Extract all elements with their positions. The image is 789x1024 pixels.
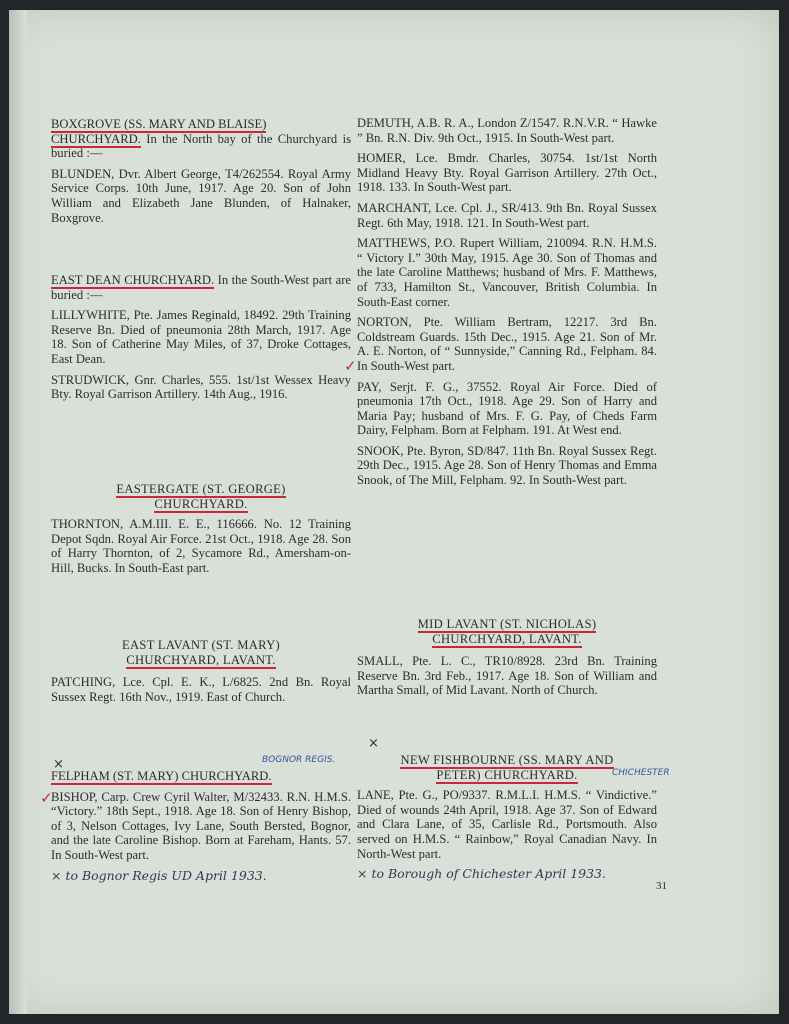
mid-lavant-heading bbox=[357, 617, 657, 646]
entry-norton: NORTON, Pte. William Bertram, 12217. 3rd Bn. Coldstream Guards. 15th Dec., 1915. Age 21. Son of Mr. A. E. Norton, of “ Sunnyside,” Canning Rd., Felpham. 84. In South-West part. bbox=[357, 315, 657, 373]
new-fishbourne-heading-line1: NEW FISHBOURNE (SS. MARY AND bbox=[400, 753, 614, 767]
new-fishbourne-heading-line2: PETER) CHURCHYARD. bbox=[436, 767, 578, 782]
eastergate-heading bbox=[51, 482, 351, 511]
eastergate-heading-line1: EASTERGATE (ST. GEORGE) bbox=[116, 482, 286, 496]
entry-patching: PATCHING, Lce. Cpl. E. K., L/6825. 2nd Bn. Royal Sussex Regt. 16th Nov., 1919. East of Church. bbox=[51, 675, 351, 704]
boxgrove-heading-rest: In the North bay of the Churchyard is buried :— bbox=[51, 131, 351, 161]
section-boxgrove bbox=[51, 117, 351, 225]
felpham-cross-mark: × bbox=[53, 757, 64, 772]
east-dean-heading bbox=[51, 273, 351, 302]
mid-lavant-heading-line1: MID LAVANT (ST. NICHOLAS) bbox=[417, 617, 597, 631]
felpham-annotation: BOGNOR REGIS. bbox=[262, 755, 336, 765]
page-number: 31 bbox=[656, 880, 667, 892]
entry-homer: HOMER, Lce. Bmdr. Charles, 30754. 1st/1st North Midland Heavy Bty. Royal Garrison Artillery. 27th Oct., 1918. 133. In South-West part. bbox=[357, 151, 657, 195]
section-east-lavant bbox=[51, 638, 351, 704]
entry-lane: LANE, Pte. G., PO/9337. R.M.L.I. H.M.S. “ Vindictive.” Died of wounds 24th April, 1918. Age 37. Son of Edward and Clara Lane, of 35, Carlisle Rd., Portsmouth. Also served on H.M.S. “ Rainbow,” Royal Canadian Navy. In North-West part. bbox=[357, 788, 657, 861]
entry-matthews: MATTHEWS, P.O. Rupert William, 210094. R.N. H.M.S. “ Victory I.” 30th May, 1915. Age 30. Son of Thomas and the late Caroline Matthews; husband of Mrs. F. Matthews, of 733, Hamilton St., Vancouver, British Columbia. In South-East corner. bbox=[357, 236, 657, 309]
felpham-heading bbox=[51, 769, 351, 784]
new-fishbourne-annotation: CHICHESTER bbox=[612, 768, 670, 778]
page-binding bbox=[9, 10, 27, 1014]
felpham-heading-title: FELPHAM (ST. MARY) CHURCHYARD. bbox=[51, 769, 272, 783]
eastergate-heading-line2: CHURCHYARD. bbox=[154, 496, 248, 511]
entry-demuth: DEMUTH, A.B. R. A., London Z/1547. R.N.V.R. “ Hawke ” Bn. R.N. Div. 9th Oct., 1915. In South-West part. bbox=[357, 116, 657, 145]
section-mid-lavant bbox=[357, 617, 657, 698]
mid-lavant-heading-line2: CHURCHYARD, LAVANT. bbox=[432, 631, 582, 646]
boxgrove-heading-line1: BOXGROVE (SS. MARY AND BLAISE) bbox=[51, 117, 267, 131]
east-lavant-heading bbox=[51, 638, 351, 667]
east-dean-heading-title: EAST DEAN CHURCHYARD. bbox=[51, 273, 215, 287]
entry-snook: SNOOK, Pte. Byron, SD/847. 11th Bn. Royal Sussex Regt. 29th Dec., 1915. Age 28. Son of Henry Thomas and Emma Snook, of The Mill, Felpham. 92. In South-West part. bbox=[357, 443, 657, 488]
bishop-red-tick: ✓ bbox=[40, 789, 53, 807]
felpham-handwritten-note: × to Bognor Regis UD April 1933. bbox=[51, 867, 267, 883]
norton-red-tick: ✓ bbox=[344, 357, 357, 375]
east-lavant-heading-line1: EAST LAVANT (ST. MARY) bbox=[122, 638, 280, 652]
boxgrove-heading bbox=[51, 117, 351, 161]
entry-thornton: THORNTON, A.M.III. E. E., 116666. No. 12 Training Depot Sqdn. Royal Air Force. 21st Oct., 1918. Age 28. Son of Harry Thornton, of 2, Sycamore Rd., Amersham-on-Hill, Bucks. In South-East part. bbox=[51, 517, 351, 575]
entry-marchant: MARCHANT, Lce. Cpl. J., SR/413. 9th Bn. Royal Sussex Regt. 6th May, 1918. 121. In South-West part. bbox=[357, 200, 657, 230]
entry-lillywhite: LILLYWHITE, Pte. James Reginald, 18492. 29th Training Reserve Bn. Died of pneumonia 28th March, 1917. Age 18. Son of Catherine May Miles, of 37, Droke Cottages, East Dean. bbox=[51, 308, 351, 366]
new-fishbourne-cross-mark: × bbox=[368, 736, 379, 751]
entry-strudwick: STRUDWICK, Gnr. Charles, 555. 1st/1st Wessex Heavy Bty. Royal Garrison Artillery. 14th Aug., 1916. bbox=[51, 372, 351, 402]
entry-small: SMALL, Pte. L. C., TR10/8928. 23rd Bn. Training Reserve Bn. 3rd Feb., 1917. Age 18. Son of William and Martha Small, of Mid Lavant. North of Church. bbox=[357, 654, 657, 698]
entry-bishop: BISHOP, Carp. Crew Cyril Walter, M/32433. R.N. H.M.S. “Victory.” 18th Sept., 1918. Age 18. Son of Henry Bishop, of 3, Nelson Cottages, Ivy Lane, South Bersted, Bognor, and the late Caroline Bishop. Born at Fareham, Hants. 57. In South-West part. bbox=[51, 789, 351, 862]
boxgrove-heading-line2: CHURCHYARD. bbox=[51, 131, 141, 146]
new-fishbourne-handwritten-note: × to Borough of Chichester April 1933. bbox=[357, 866, 606, 882]
entry-blunden: BLUNDEN, Dvr. Albert George, T4/262554. Royal Army Service Corps. 10th June, 1917. Age 20. Son of John William and Elizabeth Jane Blunden, of Halnaker, Boxgrove. bbox=[51, 166, 351, 225]
east-dean-heading-rest: In the South-West part are buried :— bbox=[51, 273, 351, 302]
felpham-continued bbox=[357, 116, 657, 488]
entry-pay: PAY, Serjt. F. G., 37552. Royal Air Force. Died of pneumonia 17th Oct., 1918. Age 29. Son of Harry and Maria Pay; husband of Mrs. F. G. Pay, of Cheds Farm Dairy, Felpham. Born at Felpham. 191. At West end. bbox=[357, 379, 657, 438]
east-lavant-heading-line2: CHURCHYARD, LAVANT. bbox=[126, 652, 276, 667]
section-east-dean bbox=[51, 273, 351, 402]
section-felpham bbox=[51, 769, 351, 896]
section-eastergate bbox=[51, 482, 351, 576]
